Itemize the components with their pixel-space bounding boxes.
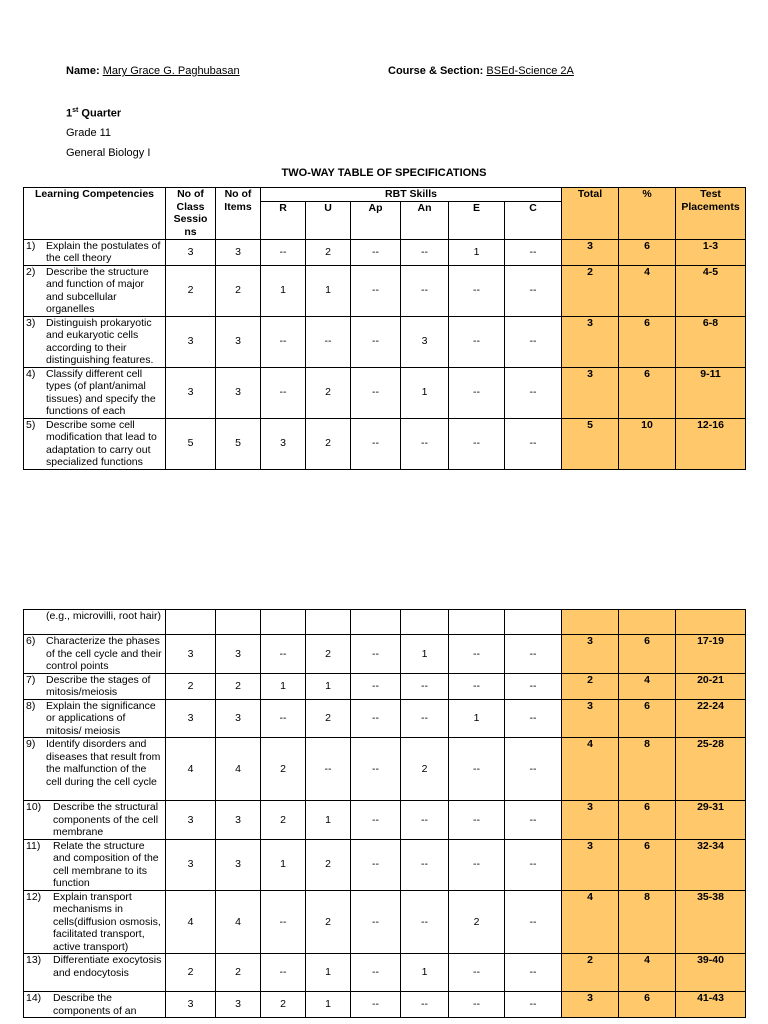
- sessions-cell: 3: [166, 635, 216, 674]
- u-cell: 2: [306, 699, 351, 738]
- c-cell: --: [505, 954, 562, 992]
- competency-text: Describe some cell modification that lead to adaptation to carry out specialized functions: [46, 418, 157, 468]
- competency-text: Differentiate exocytosis and endocytosis: [53, 954, 162, 979]
- total-cell: 3: [562, 801, 619, 840]
- competency-cell: [24, 673, 166, 699]
- e-cell: --: [449, 738, 505, 801]
- total-cell: 3: [562, 839, 619, 890]
- ap-cell: --: [351, 890, 401, 954]
- c-cell: --: [505, 673, 562, 699]
- quarter-suffix: st: [72, 107, 79, 114]
- competency-text: Characterize the phases of the cell cycle and their control points: [46, 635, 162, 672]
- e-cell: 2: [449, 890, 505, 954]
- competency-cell: [24, 992, 166, 1018]
- competency-cell: [24, 839, 166, 890]
- name-line: [66, 65, 240, 77]
- c-cell: --: [505, 699, 562, 738]
- competency-number: 1): [26, 239, 36, 252]
- placement-cell: 20-21: [676, 673, 746, 699]
- placement-cell: 29-31: [676, 801, 746, 840]
- sessions-cell: 3: [166, 801, 216, 840]
- sessions-cell: 3: [166, 316, 216, 367]
- competency-text: Describe the stages of mitosis/meiosis: [46, 673, 151, 698]
- competency-cell: [24, 367, 166, 418]
- competency-number: 14): [26, 992, 42, 1004]
- percent-cell: 6: [619, 801, 676, 840]
- total-cell: 3: [562, 316, 619, 367]
- e-cell: --: [449, 418, 505, 469]
- u-cell: 1: [306, 801, 351, 840]
- competency-cell: [24, 699, 166, 738]
- competency-number: 8): [26, 699, 36, 712]
- placement-cell: 32-34: [676, 839, 746, 890]
- placement-cell: 39-40: [676, 954, 746, 992]
- sessions-cell: 3: [166, 699, 216, 738]
- header-r: R: [261, 201, 306, 239]
- table-row: [24, 635, 746, 674]
- total-cell: 3: [562, 699, 619, 738]
- percent-cell: 10: [619, 418, 676, 469]
- header-rbt-skills: RBT Skills: [261, 188, 562, 202]
- an-cell: 1: [401, 635, 449, 674]
- items-cell: 3: [216, 239, 261, 265]
- competency-text: Explain transport mechanisms in cells(diffusion osmosis, facilitated transport, active transport): [53, 890, 161, 953]
- total-cell: 4: [562, 890, 619, 954]
- competency-text: Classify different cell types (of plant/animal tissues) and specify the functions of each: [46, 367, 156, 417]
- placement-cell: 12-16: [676, 418, 746, 469]
- competency-number: 6): [26, 635, 36, 647]
- r-cell: --: [261, 367, 306, 418]
- table-row: [24, 890, 746, 954]
- competency-number: 12): [26, 890, 42, 903]
- empty-cell: [261, 610, 306, 635]
- percent-cell: 8: [619, 738, 676, 801]
- an-cell: --: [401, 265, 449, 316]
- e-cell: 1: [449, 699, 505, 738]
- header-competencies: Learning Competencies: [24, 188, 166, 240]
- items-cell: 4: [216, 890, 261, 954]
- r-cell: --: [261, 316, 306, 367]
- competency-cell: [24, 316, 166, 367]
- c-cell: --: [505, 265, 562, 316]
- specs-table-page1: [23, 187, 746, 470]
- header-percent: %: [619, 188, 676, 240]
- header-e: E: [449, 201, 505, 239]
- r-cell: --: [261, 954, 306, 992]
- subject-line: General Biology I: [66, 147, 151, 159]
- competency-text: Explain the postulates of the cell theory: [46, 239, 161, 264]
- items-cell: 3: [216, 992, 261, 1018]
- total-cell: 5: [562, 418, 619, 469]
- competency-number: 9): [26, 738, 36, 750]
- placement-cell: 35-38: [676, 890, 746, 954]
- ap-cell: --: [351, 839, 401, 890]
- items-cell: 5: [216, 418, 261, 469]
- course-label: Course & Section:: [388, 65, 484, 77]
- items-cell: 2: [216, 673, 261, 699]
- empty-cell: [306, 610, 351, 635]
- r-cell: --: [261, 635, 306, 674]
- header-items: No of Items: [216, 188, 261, 240]
- u-cell: 2: [306, 635, 351, 674]
- items-cell: 3: [216, 699, 261, 738]
- competency-cell: [24, 890, 166, 954]
- continuation-text: (e.g., microvilli, root hair): [24, 610, 166, 635]
- ap-cell: --: [351, 418, 401, 469]
- course-value: BSEd-Science 2A: [486, 65, 574, 77]
- table-row: [24, 239, 746, 265]
- ap-cell: --: [351, 367, 401, 418]
- e-cell: --: [449, 673, 505, 699]
- c-cell: --: [505, 992, 562, 1018]
- header-an: An: [401, 201, 449, 239]
- empty-cell: [449, 610, 505, 635]
- empty-cell: [401, 610, 449, 635]
- items-cell: 3: [216, 635, 261, 674]
- ap-cell: --: [351, 992, 401, 1018]
- competency-cell: [24, 635, 166, 674]
- e-cell: 1: [449, 239, 505, 265]
- percent-cell: 6: [619, 635, 676, 674]
- table-row: [24, 839, 746, 890]
- total-cell: 2: [562, 265, 619, 316]
- placement-cell: 22-24: [676, 699, 746, 738]
- total-cell: 3: [562, 239, 619, 265]
- header-c: C: [505, 201, 562, 239]
- percent-cell: 6: [619, 699, 676, 738]
- competency-number: 7): [26, 673, 36, 686]
- items-cell: 3: [216, 801, 261, 840]
- c-cell: --: [505, 801, 562, 840]
- table-row: [24, 954, 746, 992]
- table-row: [24, 418, 746, 469]
- competency-number: 2): [26, 265, 36, 278]
- e-cell: --: [449, 954, 505, 992]
- specs-table-page2: [23, 609, 746, 1018]
- an-cell: --: [401, 801, 449, 840]
- table-title: TWO-WAY TABLE OF SPECIFICATIONS: [281, 167, 487, 179]
- an-cell: --: [401, 839, 449, 890]
- competency-text: Identify disorders and diseases that result from the malfunction of the cell during the cell cycle: [46, 738, 161, 788]
- c-cell: --: [505, 239, 562, 265]
- r-cell: 3: [261, 418, 306, 469]
- percent-cell: 4: [619, 673, 676, 699]
- an-cell: 1: [401, 954, 449, 992]
- quarter-line: [66, 107, 121, 120]
- course-line: [388, 65, 574, 77]
- an-cell: --: [401, 239, 449, 265]
- ap-cell: --: [351, 954, 401, 992]
- sessions-cell: 5: [166, 418, 216, 469]
- placement-cell: 25-28: [676, 738, 746, 801]
- header-total: Total: [562, 188, 619, 240]
- ap-cell: --: [351, 738, 401, 801]
- table-row: [24, 699, 746, 738]
- e-cell: --: [449, 801, 505, 840]
- competency-number: 10): [26, 801, 42, 813]
- competency-cell: [24, 738, 166, 801]
- u-cell: --: [306, 316, 351, 367]
- r-cell: 2: [261, 738, 306, 801]
- competency-number: 4): [26, 367, 36, 380]
- competency-cell: [24, 954, 166, 992]
- placement-cell: 6-8: [676, 316, 746, 367]
- competency-number: 11): [26, 839, 41, 852]
- table-row: [24, 801, 746, 840]
- name-value: Mary Grace G. Paghubasan: [102, 65, 240, 77]
- empty-total-cell: [562, 610, 619, 635]
- competency-text: Describe the structural components of the cell membrane: [53, 801, 159, 838]
- competency-cell: [24, 239, 166, 265]
- percent-cell: 6: [619, 992, 676, 1018]
- an-cell: --: [401, 699, 449, 738]
- u-cell: 2: [306, 239, 351, 265]
- percent-cell: 4: [619, 265, 676, 316]
- page2-body: [24, 635, 746, 1018]
- items-cell: 2: [216, 954, 261, 992]
- table-row: [24, 265, 746, 316]
- header-u: U: [306, 201, 351, 239]
- total-cell: 2: [562, 954, 619, 992]
- competency-number: 13): [26, 954, 42, 966]
- empty-placement-cell: [676, 610, 746, 635]
- ap-cell: --: [351, 699, 401, 738]
- total-cell: 3: [562, 367, 619, 418]
- sessions-cell: 4: [166, 738, 216, 801]
- items-cell: 3: [216, 367, 261, 418]
- r-cell: 2: [261, 992, 306, 1018]
- c-cell: --: [505, 839, 562, 890]
- u-cell: 2: [306, 890, 351, 954]
- u-cell: 1: [306, 673, 351, 699]
- e-cell: --: [449, 992, 505, 1018]
- sessions-cell: 3: [166, 367, 216, 418]
- total-cell: 4: [562, 738, 619, 801]
- items-cell: 2: [216, 265, 261, 316]
- r-cell: --: [261, 890, 306, 954]
- total-cell: 3: [562, 635, 619, 674]
- competency-text: Describe the components of an: [53, 992, 137, 1017]
- competency-cell: [24, 265, 166, 316]
- u-cell: --: [306, 738, 351, 801]
- u-cell: 2: [306, 367, 351, 418]
- ap-cell: --: [351, 239, 401, 265]
- u-cell: 1: [306, 265, 351, 316]
- items-cell: 3: [216, 839, 261, 890]
- ap-cell: --: [351, 635, 401, 674]
- placement-cell: 41-43: [676, 992, 746, 1018]
- empty-cell: [505, 610, 562, 635]
- continuation-row: [24, 610, 746, 635]
- table-row: [24, 367, 746, 418]
- e-cell: --: [449, 839, 505, 890]
- r-cell: 2: [261, 801, 306, 840]
- an-cell: 2: [401, 738, 449, 801]
- header-sessions: No of Class Sessio ns: [166, 188, 216, 240]
- placement-cell: 17-19: [676, 635, 746, 674]
- empty-cell: [166, 610, 216, 635]
- u-cell: 1: [306, 992, 351, 1018]
- percent-cell: 6: [619, 839, 676, 890]
- r-cell: 1: [261, 673, 306, 699]
- competency-number: 5): [26, 418, 36, 431]
- sessions-cell: 2: [166, 673, 216, 699]
- competency-text: Explain the significance or applications of mitosis/ meiosis: [46, 699, 156, 737]
- competency-cell: [24, 801, 166, 840]
- competency-text: Distinguish prokaryotic and eukaryotic cells according to their distinguishing features.: [46, 316, 154, 366]
- r-cell: --: [261, 239, 306, 265]
- c-cell: --: [505, 316, 562, 367]
- percent-cell: 4: [619, 954, 676, 992]
- quarter-number: 1: [66, 107, 73, 120]
- an-cell: --: [401, 673, 449, 699]
- ap-cell: --: [351, 265, 401, 316]
- c-cell: --: [505, 890, 562, 954]
- an-cell: 1: [401, 367, 449, 418]
- page1-body: [24, 239, 746, 469]
- competency-text: Relate the structure and composition of the cell membrane to its function: [53, 839, 159, 889]
- c-cell: --: [505, 367, 562, 418]
- items-cell: 3: [216, 316, 261, 367]
- placement-cell: 9-11: [676, 367, 746, 418]
- header-ap: Ap: [351, 201, 401, 239]
- e-cell: --: [449, 316, 505, 367]
- percent-cell: 8: [619, 890, 676, 954]
- e-cell: --: [449, 635, 505, 674]
- sessions-cell: 2: [166, 954, 216, 992]
- sessions-cell: 2: [166, 265, 216, 316]
- c-cell: --: [505, 738, 562, 801]
- placement-cell: 1-3: [676, 239, 746, 265]
- percent-cell: 6: [619, 239, 676, 265]
- competency-number: 3): [26, 316, 36, 329]
- sessions-cell: 3: [166, 992, 216, 1018]
- an-cell: --: [401, 890, 449, 954]
- an-cell: --: [401, 418, 449, 469]
- competency-text: Describe the structure and function of major and subcellular organelles: [46, 265, 149, 315]
- ap-cell: --: [351, 801, 401, 840]
- total-cell: 3: [562, 992, 619, 1018]
- quarter-word: Quarter: [81, 107, 122, 120]
- u-cell: 1: [306, 954, 351, 992]
- header-placements: Test Placements: [676, 188, 746, 240]
- sessions-cell: 4: [166, 890, 216, 954]
- table-row: [24, 316, 746, 367]
- empty-cell: [351, 610, 401, 635]
- percent-cell: 6: [619, 367, 676, 418]
- sessions-cell: 3: [166, 239, 216, 265]
- r-cell: 1: [261, 265, 306, 316]
- r-cell: --: [261, 699, 306, 738]
- ap-cell: --: [351, 673, 401, 699]
- u-cell: 2: [306, 839, 351, 890]
- ap-cell: --: [351, 316, 401, 367]
- an-cell: 3: [401, 316, 449, 367]
- an-cell: --: [401, 992, 449, 1018]
- items-cell: 4: [216, 738, 261, 801]
- grade-line: Grade 11: [66, 127, 112, 139]
- u-cell: 2: [306, 418, 351, 469]
- table-row: [24, 992, 746, 1018]
- c-cell: --: [505, 418, 562, 469]
- r-cell: 1: [261, 839, 306, 890]
- empty-percent-cell: [619, 610, 676, 635]
- percent-cell: 6: [619, 316, 676, 367]
- c-cell: --: [505, 635, 562, 674]
- e-cell: --: [449, 367, 505, 418]
- empty-cell: [216, 610, 261, 635]
- placement-cell: 4-5: [676, 265, 746, 316]
- total-cell: 2: [562, 673, 619, 699]
- table-row: [24, 738, 746, 801]
- e-cell: --: [449, 265, 505, 316]
- sessions-cell: 3: [166, 839, 216, 890]
- competency-cell: [24, 418, 166, 469]
- name-label: Name:: [66, 65, 100, 77]
- table-row: [24, 673, 746, 699]
